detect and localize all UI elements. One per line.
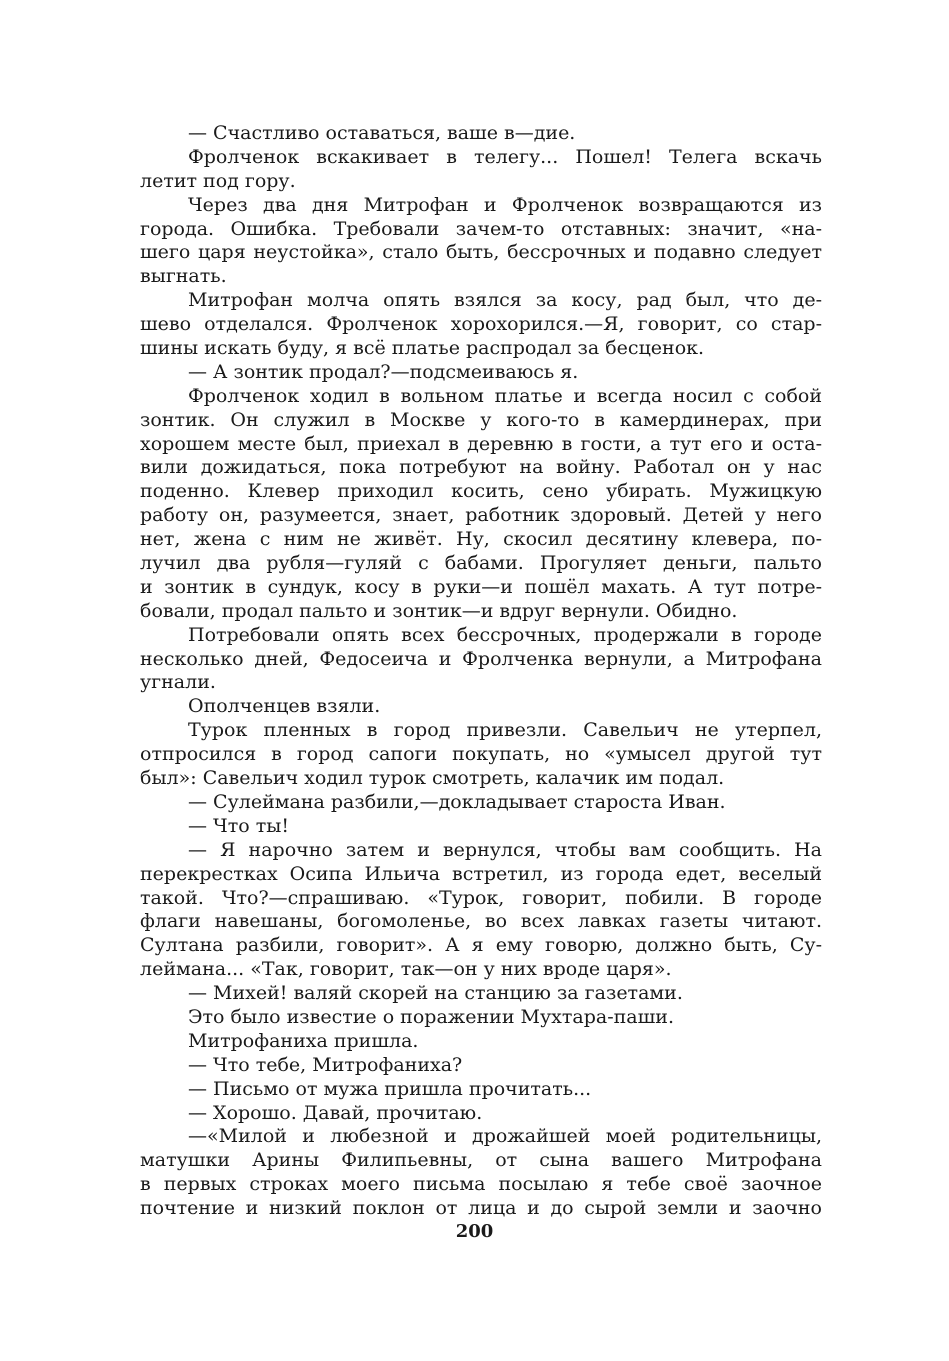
- text-line: лучил два рубля—гуляй с бабами. Прогуляет деньги, пальто: [140, 552, 822, 575]
- text-line: несколько дней, Федосеича и Фролченка вернули, а Митрофана: [140, 647, 822, 670]
- text-line: — Счастливо оставаться, ваше в—дие.: [188, 122, 576, 144]
- text-line: шего царя неустойка», стало быть, бессрочных и подавно следует: [140, 241, 822, 264]
- text-line: почтение и низкий поклон от лица и до сырой земли и заочно: [140, 1197, 822, 1220]
- text-line: нет, жена с ним не живёт. Ну, скосил десятину клевера, по-: [140, 528, 822, 551]
- page-text-body: [140, 122, 822, 1221]
- text-line: летит под гору.: [140, 169, 296, 192]
- text-line: флаги навешаны, богомоленье, во всех лавках газеты читают.: [140, 910, 822, 933]
- text-line: города. Ошибка. Требовали зачем-то отставных: значит, «на-: [140, 217, 822, 240]
- text-line: Потребовали опять всех бессрочных, продержали в городе: [188, 623, 822, 646]
- text-line: отпросился в город сапоги покупать, но «умысел другой тут: [140, 743, 822, 766]
- text-line: — Михей! валяй скорей на станцию за газетами.: [188, 982, 683, 1005]
- text-line: — А зонтик продал?—подсмеиваюсь я.: [188, 360, 579, 383]
- text-line: вили дожидаться, пока потребуют на войну. Работал он у нас: [140, 456, 822, 479]
- text-line: поденно. Клевер приходил косить, сено убирать. Мужицкую: [140, 480, 822, 503]
- text-line: Ополченцев взяли.: [188, 695, 381, 718]
- text-line: шево отделался. Фролченок хорохорился.—Я, говорит, со стар-: [140, 313, 822, 336]
- text-line: в первых строках моего письма посылаю я тебе своё заочное: [140, 1173, 822, 1196]
- text-line: был»: Савельич ходил турок смотреть, калачик им подал.: [140, 767, 725, 790]
- text-line: Через два дня Митрофан и Фролченок возвращаются из: [188, 193, 822, 216]
- text-line: Турок пленных в город привезли. Савельич не утерпел,: [188, 719, 822, 742]
- text-line: такой. Что?—спрашиваю. «Турок, говорит, побили. В городе: [140, 886, 822, 909]
- text-line: — Письмо от мужа пришла прочитать...: [188, 1077, 592, 1100]
- text-line: шины искать буду, я всё платье распродал за бесценок.: [140, 337, 705, 360]
- text-line: перекрестках Осипа Ильича встретил, из города едет, веселый: [140, 862, 822, 885]
- text-line: Это было известие о поражении Мухтара-паши.: [188, 1005, 674, 1028]
- text-line: — Я нарочно затем и вернулся, чтобы вам сообщить. На: [188, 838, 822, 861]
- text-line: леймана... «Так, говорит, так—он у них вроде царя».: [140, 958, 672, 981]
- text-line: — Что ты!: [188, 814, 289, 837]
- text-line: — Сулеймана разбили,—докладывает староста Иван.: [188, 790, 726, 813]
- text-line: угнали.: [140, 671, 216, 694]
- text-line: и зонтик в сундук, косу в руки—и пошёл махать. А тут потре-: [140, 575, 822, 598]
- text-line: выгнать.: [140, 265, 227, 288]
- page-number: 200: [455, 1221, 494, 1242]
- text-line: зонтик. Он служил в Москве у кого-то в камердинерах, при: [140, 408, 822, 431]
- text-line: работу он, разумеется, знает, работник здоровый. Детей у него: [140, 504, 822, 527]
- text-line: Митрофан молча опять взялся за косу, рад был, что де-: [188, 289, 822, 312]
- text-line: —«Милой и любезной и дрожайшей моей родительницы,: [188, 1125, 822, 1148]
- text-line: Султана разбили, говорит». А я ему говорю, должно быть, Су-: [140, 934, 822, 957]
- text-line: матушки Арины Филипьевны, от сына вашего Митрофана: [140, 1149, 822, 1172]
- text-line: Митрофаниха пришла.: [188, 1029, 419, 1052]
- text-line: хорошем месте был, приехал в деревню в гости, а тут его и оста-: [140, 432, 822, 455]
- text-line: — Хорошо. Давай, прочитаю.: [188, 1101, 483, 1124]
- text-line: — Что тебе, Митрофаниха?: [188, 1053, 463, 1076]
- text-line: Фролченок ходил в вольном платье и всегда носил с собой: [188, 384, 822, 407]
- text-line: Фролченок вскакивает в телегу... Пошел! Телега вскачь: [188, 145, 822, 168]
- text-line: бовали, продал пальто и зонтик—и вдруг вернули. Обидно.: [140, 599, 738, 622]
